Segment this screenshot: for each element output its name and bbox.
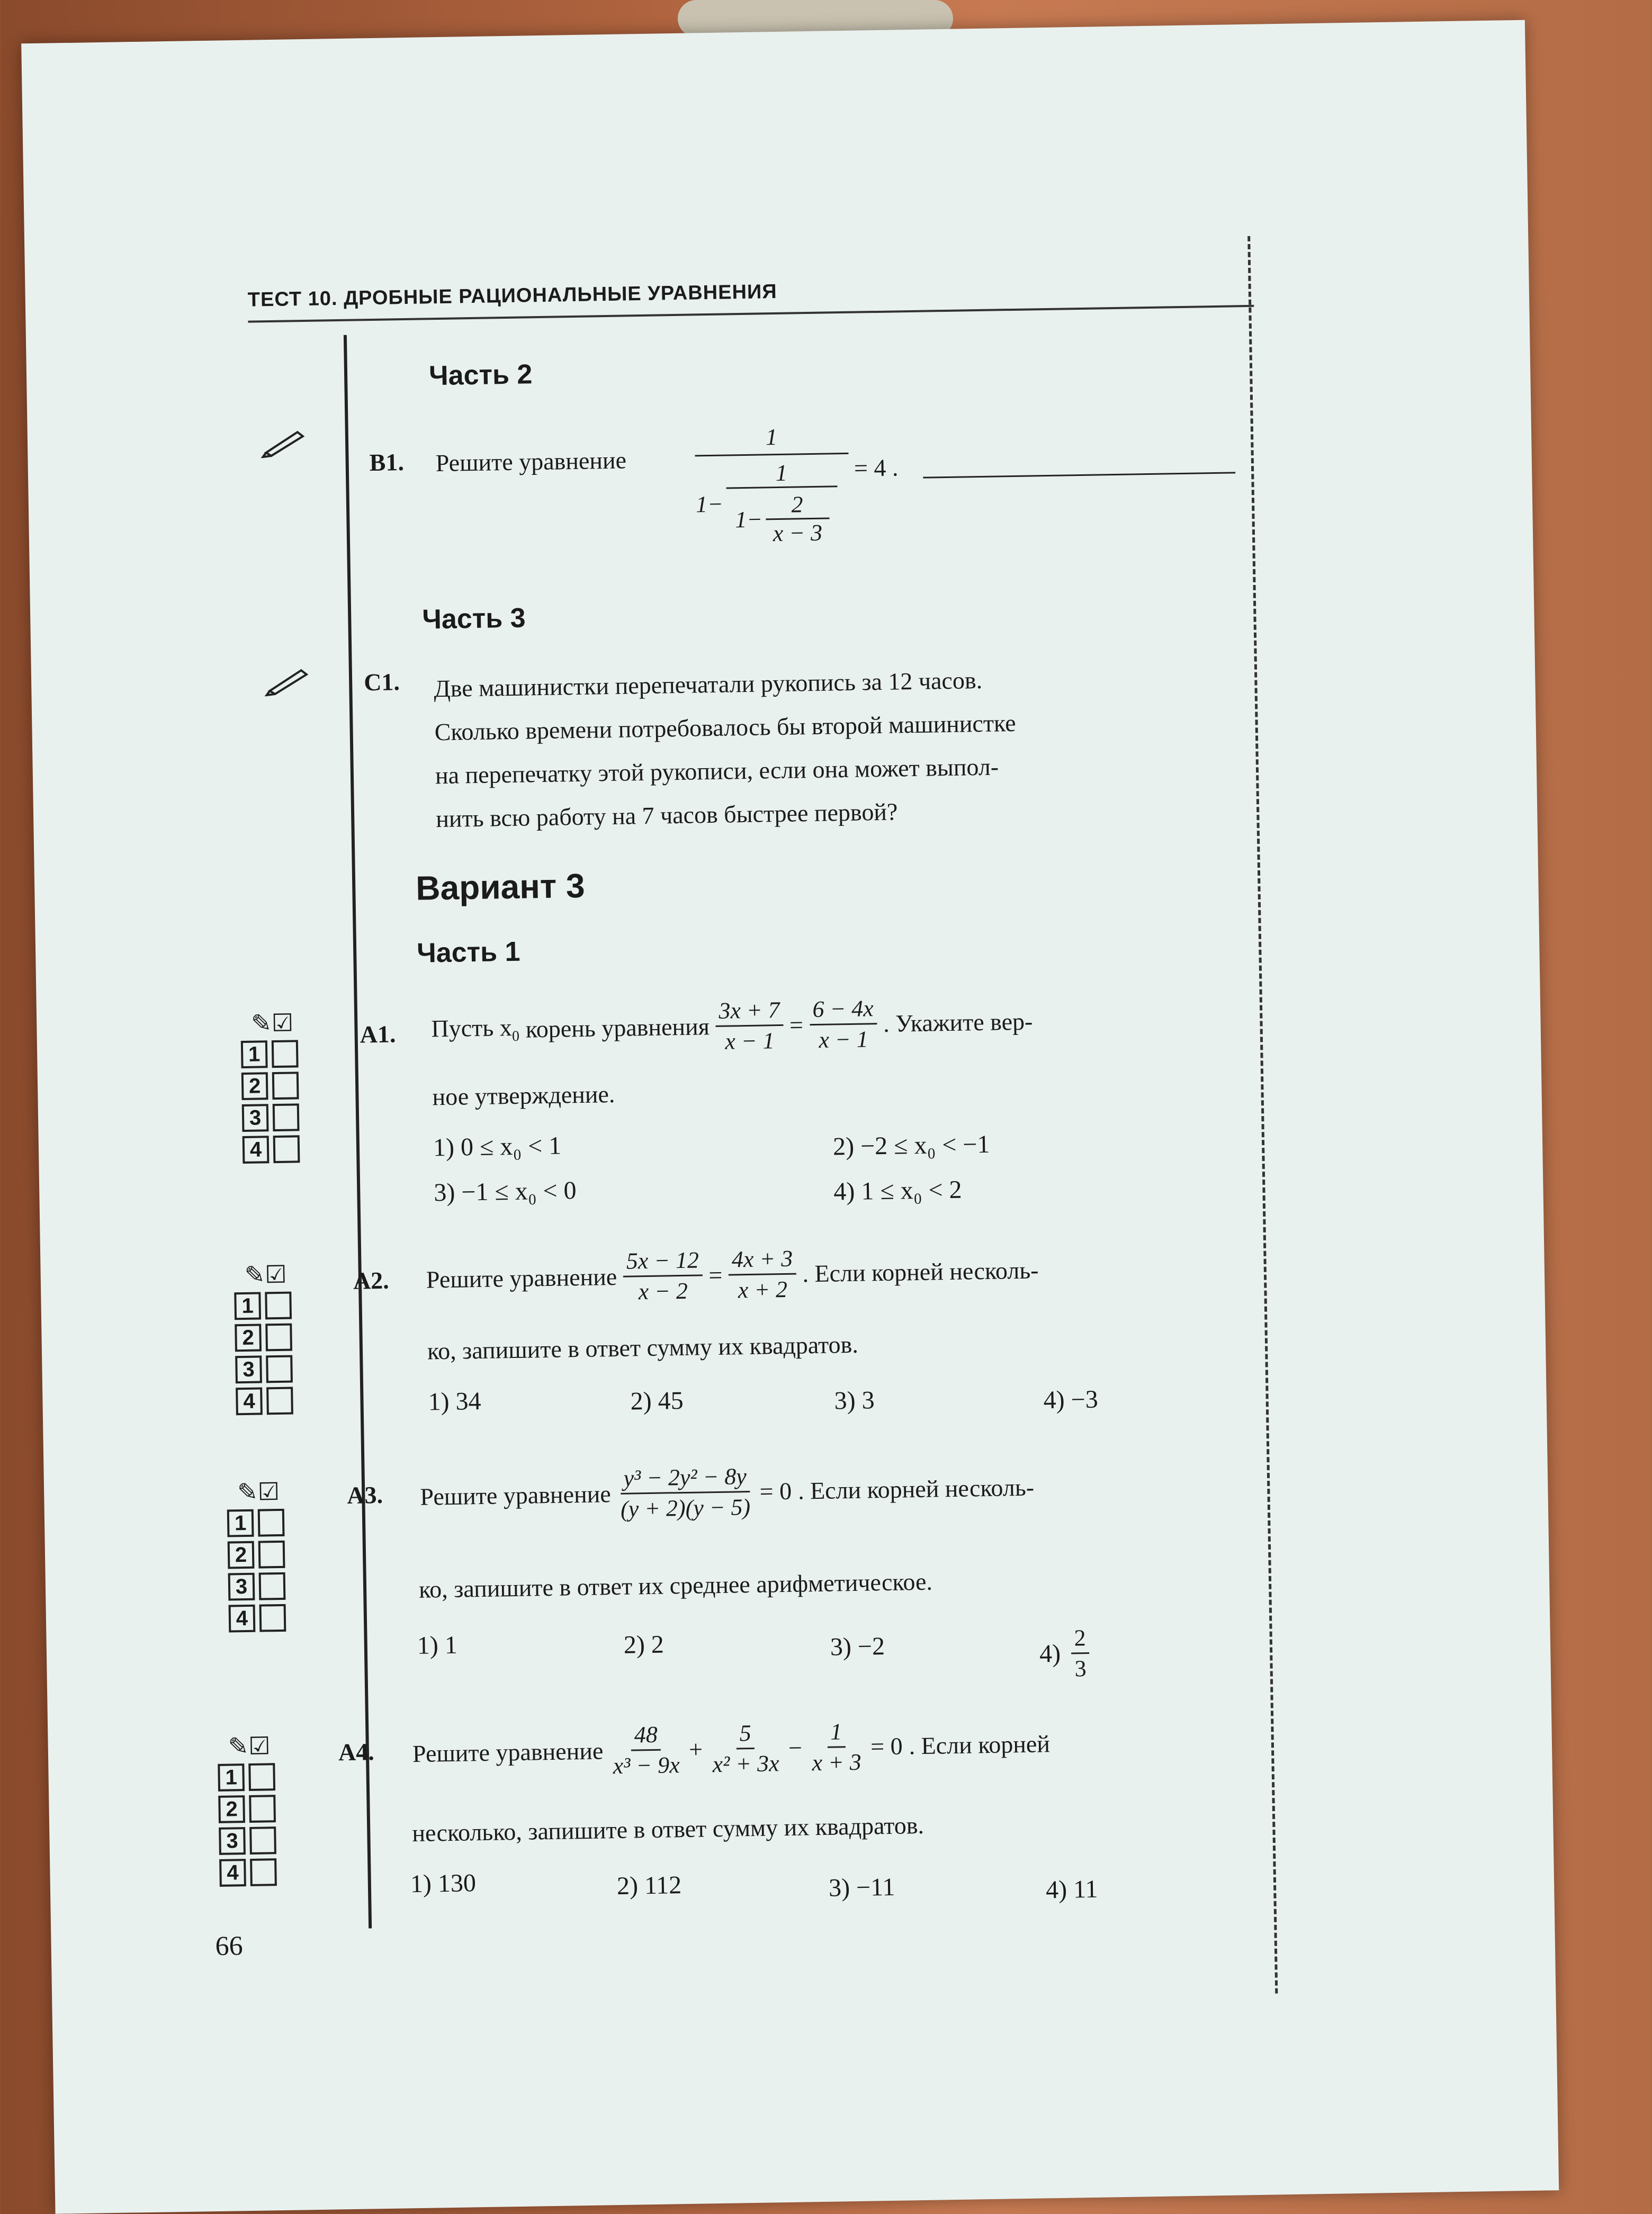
a2-option-3[interactable]: 3) 3 [834,1386,875,1415]
part3-heading: Часть 3 [421,602,526,635]
fraction-denominator: x + 3 [812,1749,862,1776]
checkbox-icon: ✎☑ [237,1478,280,1506]
b1-text: Решите уравнение [435,446,627,477]
answer-checkbox[interactable] [259,1604,286,1632]
a3-option-1[interactable]: 1) 1 [417,1631,458,1660]
a1-text-after: . Укажите вер- [883,1007,1033,1037]
b1-number: B1. [369,448,405,476]
b1-innermost-denominator: x − 3 [773,519,823,547]
page-number: 66 [215,1931,244,1961]
a4-option-3[interactable]: 3) −11 [828,1873,895,1902]
b1-inner-numerator: 1 [775,460,788,487]
answer-checkbox[interactable] [265,1324,292,1352]
c1-line: нить всю работу на 7 часов быстрее первой? [435,798,898,833]
pen-icon [264,664,312,696]
answer-checkbox[interactable] [249,1795,276,1823]
c1-text [434,654,1241,841]
grid-label: 4 [219,1859,246,1887]
a4-fraction-2 [708,1718,783,1779]
checkbox-icon: ✎☑ [228,1732,271,1760]
grid-label: 4 [243,1136,270,1164]
fraction-numerator: 6 − 4x [809,994,877,1025]
equals-sign: = [708,1261,723,1289]
c1-number: C1. [363,668,400,696]
grid-label: 2 [228,1541,255,1569]
fraction-numerator: y³ − 2y² − 8y [620,1462,750,1495]
a3-number: A3. [346,1481,383,1509]
fraction-numerator: 3x + 7 [715,995,783,1027]
a3-text-after: . Если корней несколь- [797,1473,1035,1505]
cut-line [1247,236,1280,1994]
grid-label: 1 [218,1763,245,1792]
a3-text: Решите уравнение [419,1480,612,1510]
c1-line: Сколько времени потребовалось бы второй машинистке [434,709,1016,746]
fraction-numerator: 5 [736,1718,755,1750]
a3-line2: ко, запишите в ответ их среднее арифметическое. [418,1568,933,1603]
answer-checkbox[interactable] [266,1355,293,1383]
a3-option-4[interactable] [1039,1623,1090,1684]
a3-option-3[interactable]: 3) −2 [830,1632,885,1661]
a2-text-after: . Если корней несколь- [802,1256,1039,1288]
a4-fraction-1 [609,1720,683,1780]
paper-sheet [21,20,1559,2214]
a4-statement [412,1714,1051,1784]
fraction-denominator: (y + 2)(y − 5) [620,1494,751,1522]
grid-label: 3 [228,1573,255,1601]
answer-checkbox[interactable] [272,1072,299,1100]
part2-heading: Часть 2 [428,359,533,392]
fraction-numerator: 4x + 3 [728,1244,796,1276]
a3-fraction [617,1462,754,1524]
b1-fraction-numerator: 1 [765,424,778,451]
b1-rhs: = 4 . [854,454,899,482]
a1-text-before: Пусть x [431,1014,513,1042]
answer-checkbox[interactable] [258,1541,285,1569]
a4-number: A4. [338,1738,375,1766]
a1-text-mid: корень уравнения [525,1013,710,1043]
a4-rhs: = 0 [870,1732,903,1760]
grid-label: 4 [236,1387,263,1415]
a4-text-after: . Если корней [909,1730,1051,1760]
fraction-numerator: 1 [827,1717,846,1748]
grid-label: 1 [241,1040,268,1068]
grid-label: 3 [242,1104,269,1132]
a1-option-3[interactable]: 3) −1 ≤ x₀ < 0 [433,1176,577,1207]
fraction-numerator: 48 [631,1720,661,1751]
variant-heading: Вариант 3 [415,866,586,907]
equals-sign: = [789,1011,804,1039]
grid-label: 4 [229,1605,256,1633]
a1-option-1[interactable]: 1) 0 ≤ x₀ < 1 [433,1131,562,1162]
grid-label: 3 [235,1355,262,1383]
a1-subscript: 0 [511,1028,520,1045]
a3-statement [419,1457,1034,1527]
answer-checkbox[interactable] [265,1292,292,1320]
margin-line [344,335,372,1929]
answer-checkbox[interactable] [248,1763,275,1791]
a1-number: A1. [360,1020,396,1048]
part1-heading: Часть 1 [416,936,520,969]
answer-checkbox[interactable] [250,1858,277,1886]
answer-grid-a2 [234,1260,293,1420]
page-header-title: ТЕСТ 10. ДРОБНЫЕ РАЦИОНАЛЬНЫЕ УРАВНЕНИЯ [247,280,777,311]
a3-rhs: = 0 [759,1477,792,1505]
answer-checkbox[interactable] [249,1826,276,1855]
a3-option-4-fraction [1071,1623,1090,1684]
a4-option-2[interactable]: 2) 112 [616,1871,682,1901]
fraction-denominator: x³ − 9x [613,1752,680,1779]
answer-checkbox[interactable] [258,1509,285,1537]
a1-fraction-right [809,994,877,1055]
c1-line: Две машинистки перепечатали рукопись за 12 часов. [434,666,983,703]
b1-answer-field[interactable] [923,472,1235,478]
a4-line2: несколько, запишите в ответ сумму их квадратов. [411,1811,924,1847]
answer-checkbox[interactable] [272,1040,299,1068]
a1-fraction-left [715,995,784,1056]
a2-text: Решите уравнение [426,1263,617,1293]
a4-option-1[interactable]: 1) 130 [410,1869,477,1898]
grid-label: 3 [219,1827,246,1855]
a4-text: Решите уравнение [412,1737,604,1768]
b1-innermost-numerator: 2 [791,491,803,518]
option-label: 4) [1039,1639,1061,1668]
c1-line: на перепечатку этой рукописи, если она может выпол- [435,753,999,789]
b1-inner-den-prefix: 1− [734,506,763,533]
a2-statement [426,1240,1039,1309]
answer-checkbox[interactable] [266,1387,293,1415]
a2-fraction-left [623,1245,703,1306]
a2-option-2[interactable]: 2) 45 [630,1386,684,1416]
fraction-numerator: 2 [1071,1623,1089,1654]
answer-checkbox[interactable] [273,1135,300,1163]
fraction-denominator: 3 [1074,1655,1087,1682]
grid-label: 1 [227,1509,254,1537]
grid-label: 2 [235,1324,262,1352]
a2-option-4[interactable]: 4) −3 [1043,1385,1099,1415]
checkbox-icon: ✎☑ [250,1009,294,1037]
a2-fraction-right [728,1244,796,1305]
grid-label: 2 [218,1795,245,1823]
a1-line2: ное утверждение. [432,1080,615,1111]
answer-checkbox[interactable] [273,1103,300,1131]
grid-label: 1 [234,1292,261,1320]
checkbox-icon: ✎☑ [244,1261,287,1289]
a2-number: A2. [353,1266,390,1294]
pen-icon [261,426,309,458]
answer-checkbox[interactable] [259,1572,286,1600]
answer-grid-a3 [227,1477,286,1637]
fraction-denominator: x − 1 [819,1026,869,1053]
fraction-denominator: x − 2 [638,1277,688,1305]
a1-option-4[interactable]: 4) 1 ≤ x₀ < 2 [833,1175,962,1206]
minus-sign: − [788,1734,803,1761]
b1-den-prefix: 1− [695,491,724,518]
a2-option-1[interactable]: 1) 34 [428,1387,481,1416]
fraction-denominator: x − 1 [724,1028,775,1055]
grid-label: 2 [241,1072,268,1100]
a1-option-2[interactable]: 2) −2 ≤ x₀ < −1 [832,1130,990,1161]
fraction-denominator: x + 2 [738,1276,788,1303]
plus-sign: + [688,1735,703,1763]
b1-fraction [695,422,850,548]
a4-fraction-3 [808,1717,865,1778]
fraction-denominator: x² + 3x [712,1750,779,1778]
a3-option-2[interactable]: 2) 2 [623,1630,665,1659]
a4-option-4[interactable]: 4) 11 [1045,1875,1098,1904]
fraction-numerator: 5x − 12 [623,1245,702,1277]
a1-statement [431,992,1034,1061]
answer-grid-a1 [240,1008,300,1168]
answer-grid-a4 [217,1731,277,1891]
a2-line2: ко, запишите в ответ сумму их квадратов. [427,1330,859,1365]
